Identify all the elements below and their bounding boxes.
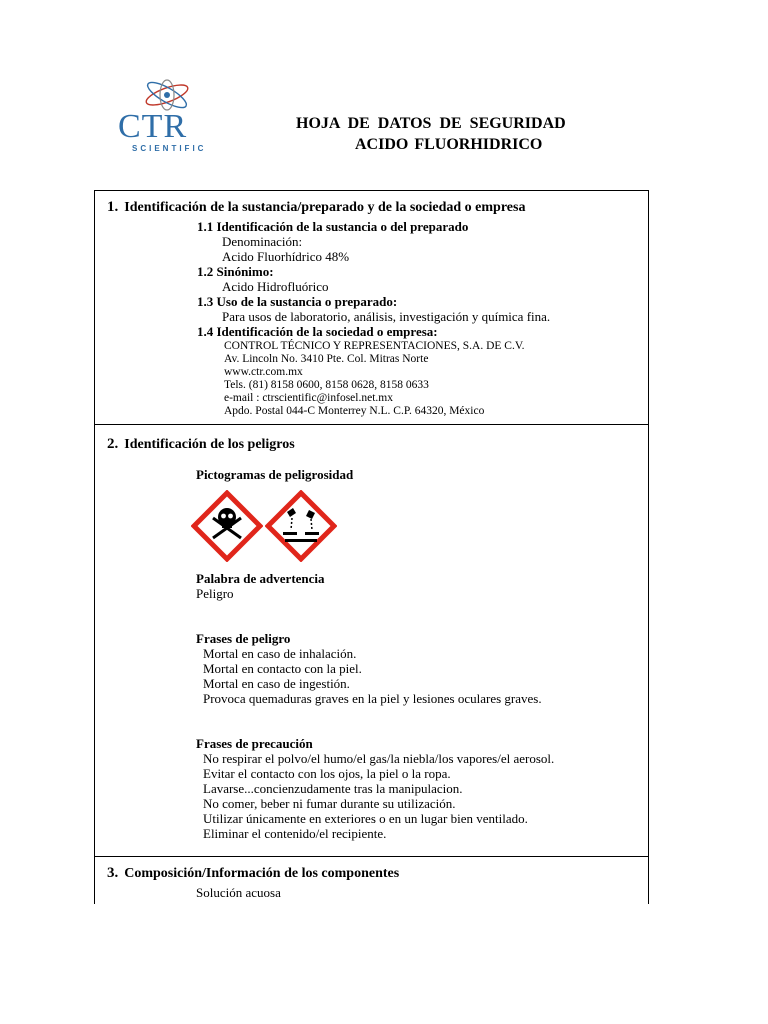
- precaution-phrase: Lavarse...concienzudamente tras la manipulacion.: [203, 781, 463, 796]
- atom-icon: [142, 78, 192, 112]
- signal-word: Peligro: [196, 586, 234, 601]
- section-1-title-text: Identificación de la sustancia/preparado y de la sociedad o empresa: [124, 200, 526, 215]
- denomination-label: Denominación:: [222, 234, 303, 249]
- company-website[interactable]: www.ctr.com.mx: [224, 366, 303, 378]
- hazard-phrase: Mortal en caso de inhalación.: [203, 646, 357, 661]
- section-1: [94, 190, 649, 425]
- ctr-logo: [112, 78, 220, 158]
- logo-subtitle: SCIENTIFIC: [132, 144, 207, 153]
- company-address: Av. Lincoln No. 3410 Pte. Col. Mitras Norte: [224, 353, 429, 365]
- company-name: CONTROL TÉCNICO Y REPRESENTACIONES, S.A. DE C.V.: [224, 340, 525, 352]
- sub-1-1-heading: 1.1 Identificación de la sustancia o del preparado: [197, 219, 469, 234]
- precaution-phrase: No respirar el polvo/el humo/el gas/la niebla/los vapores/el aerosol.: [203, 751, 555, 766]
- synonym-value: Acido Hidrofluórico: [222, 279, 329, 294]
- logo-brand: CTR: [118, 108, 188, 145]
- hazard-heading: Frases de peligro: [196, 631, 291, 646]
- section-3-title-text: Composición/Información de los componentes: [124, 866, 400, 881]
- hazard-phrase: Provoca quemaduras graves en la piel y lesiones oculares graves.: [203, 691, 542, 706]
- section-2-number: 2.: [107, 436, 119, 452]
- company-postal: Apdo. Postal 044-C Monterrey N.L. C.P. 64320, México: [224, 405, 485, 417]
- title-line-1: HOJA DE DATOS DE SEGURIDAD: [296, 115, 566, 132]
- signal-word-heading: Palabra de advertencia: [196, 571, 325, 586]
- section-3-title: [107, 865, 399, 882]
- sub-1-4-heading: 1.4 Identificación de la sociedad o empresa:: [197, 324, 438, 339]
- precaution-heading: Frases de precaución: [196, 736, 313, 751]
- section-2: [94, 424, 649, 857]
- corrosion-icon: [265, 490, 337, 562]
- use-value: Para usos de laboratorio, análisis, investigación y química fina.: [222, 309, 551, 324]
- sub-1-2-heading: 1.2 Sinónimo:: [197, 264, 274, 279]
- composition-value: Solución acuosa: [196, 885, 281, 900]
- section-2-title-text: Identificación de los peligros: [124, 437, 295, 452]
- title-line-2: ACIDO FLUORHIDRICO: [355, 136, 543, 153]
- precaution-phrase: Eliminar el contenido/el recipiente.: [203, 826, 387, 841]
- denomination-value: Acido Fluorhídrico 48%: [222, 249, 350, 264]
- pictograms-heading: Pictogramas de peligrosidad: [196, 467, 354, 482]
- company-email[interactable]: e-mail : ctrscientific@infosel.net.mx: [224, 392, 393, 404]
- company-phones: Tels. (81) 8158 0600, 8158 0628, 8158 0633: [224, 379, 429, 391]
- hazard-phrase: Mortal en caso de ingestión.: [203, 676, 350, 691]
- sub-1-3-heading: 1.3 Uso de la sustancia o preparado:: [197, 294, 398, 309]
- section-2-title: [107, 436, 295, 453]
- hazard-phrase: Mortal en contacto con la piel.: [203, 661, 362, 676]
- section-1-number: 1.: [107, 199, 119, 215]
- document-title: [296, 113, 566, 155]
- section-3-number: 3.: [107, 865, 119, 881]
- precaution-phrase: No comer, beber ni fumar durante su utilización.: [203, 796, 456, 811]
- precaution-phrase: Evitar el contacto con los ojos, la piel o la ropa.: [203, 766, 451, 781]
- precaution-phrase: Utilizar únicamente en exteriores o en un lugar bien ventilado.: [203, 811, 528, 826]
- skull-crossbones-icon: [191, 490, 263, 562]
- section-1-title: [107, 199, 525, 216]
- section-3: [94, 856, 649, 904]
